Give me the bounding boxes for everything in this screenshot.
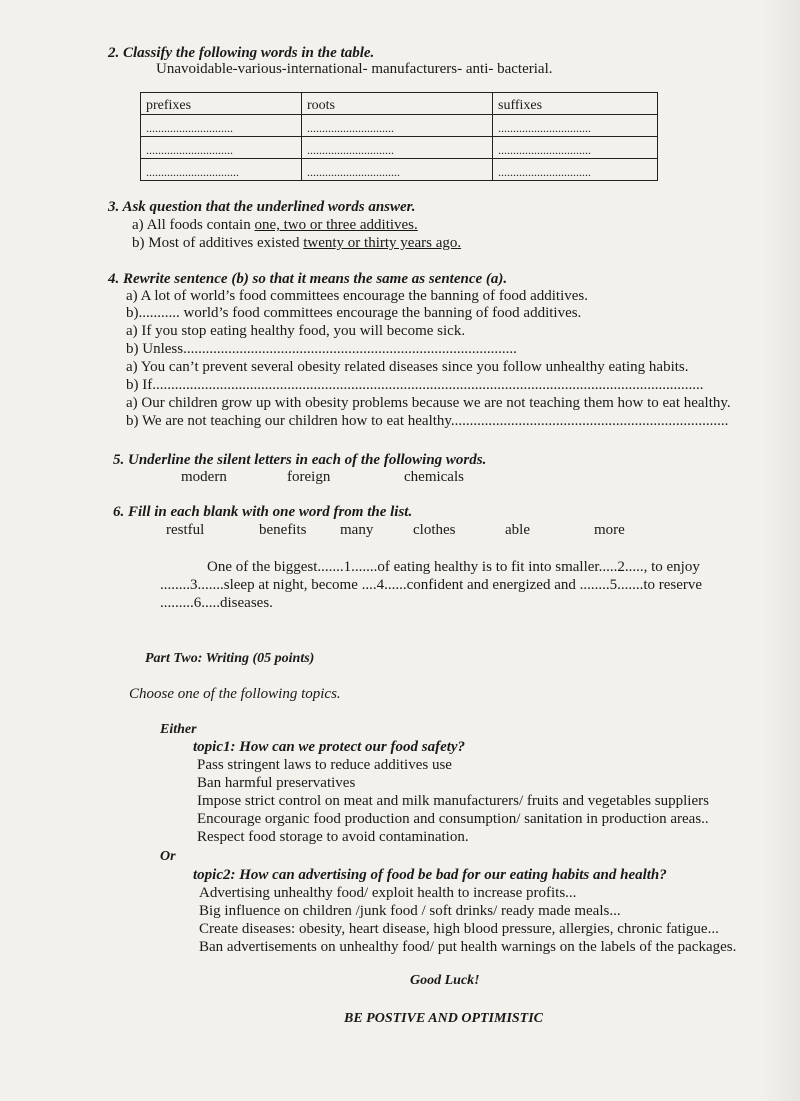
topic2-point: Big influence on children /junk food / soft drinks/ ready made meals... [199,903,621,919]
topic2-title: topic2: How can advertising of food be bad for our eating habits and health? [193,867,667,883]
q3-b-underlined: twenty or thirty years ago. [303,235,462,251]
topic1-point: Pass stringent laws to reduce additives use [197,757,452,773]
q4-line: b) If................................................................................................................................................... [126,377,704,393]
q5-word: foreign [287,469,331,485]
classification-table [140,92,658,181]
header-suffixes: suffixes [493,93,658,115]
q2-word-list: Unavoidable-various-international- manufacturers- anti- bacterial. [156,61,553,77]
q3-a-text: a) All foods contain [132,217,255,233]
q3-heading: 3. Ask question that the underlined words answer. [108,199,416,215]
page-shadow [760,0,800,1101]
q6-word: benefits [259,522,307,538]
q5-heading: 5. Underline the silent letters in each of the following words. [113,452,487,468]
table-cell: ............................... [141,159,302,181]
good-luck: Good Luck! [410,973,480,988]
q3-sentence-a [132,216,418,234]
table-cell: ............................. [302,137,493,159]
table-cell: ............................. [302,115,493,137]
or-label: Or [160,849,176,864]
table-cell: ............................... [493,115,658,137]
header-roots: roots [302,93,493,115]
topic2-point: Create diseases: obesity, heart disease, high blood pressure, allergies, chronic fatigue... [199,921,719,937]
q6-word: more [594,522,625,538]
header-prefixes: prefixes [141,93,302,115]
table-row [141,137,658,159]
table-cell: ............................... [493,159,658,181]
topic2-point: Advertising unhealthy food/ exploit health to increase profits... [199,885,577,901]
table-cell: ............................... [302,159,493,181]
q4-line: a) If you stop eating healthy food, you will become sick. [126,323,466,339]
q4-line: b) Unless......................................................................................... [126,341,517,357]
topic1-title: topic1: How can we protect our food safety? [193,739,466,755]
table-cell: ............................. [141,115,302,137]
topic1-point: Ban harmful preservatives [197,775,356,791]
q2-heading: 2. Classify the following words in the table. [108,45,375,61]
q3-b-text: b) Most of additives existed [132,235,304,251]
part-two-instruction: Choose one of the following topics. [129,686,341,702]
topic2-point: Ban advertisements on unhealthy food/ put health warnings on the labels of the packages. [199,939,737,955]
topic1-point: Respect food storage to avoid contamination. [197,829,469,845]
q6-word: many [340,522,374,538]
q3-a-underlined: one, two or three additives. [254,217,418,233]
topic1-point: Encourage organic food production and consumption/ sanitation in production areas.. [197,811,709,827]
q5-word: chemicals [404,469,464,485]
q6-paragraph-line: One of the biggest.......1.......of eating healthy is to fit into smaller.....2....., to enjoy [207,559,700,575]
q6-heading: 6. Fill in each blank with one word from the list. [113,504,413,520]
q4-line: b)........... world’s food committees encourage the banning of food additives. [126,305,582,321]
q5-word: modern [181,469,227,485]
q4-line: a) A lot of world’s food committees encourage the banning of food additives. [126,288,588,304]
q4-heading: 4. Rewrite sentence (b) so that it means the same as sentence (a). [108,271,508,287]
q6-word: able [505,522,530,538]
either-label: Either [160,722,197,737]
q4-line: a) You can’t prevent several obesity related diseases since you follow unhealthy eating habits. [126,359,689,375]
q6-word: clothes [413,522,456,538]
table-cell: ............................... [493,137,658,159]
q6-word: restful [166,522,205,538]
table-row [141,159,658,181]
q6-paragraph-line: ........3.......sleep at night, become ....4......confident and energized and ........5.......to reserve [160,577,703,593]
topic1-point: Impose strict control on meat and milk manufacturers/ fruits and vegetables suppliers [197,793,709,809]
table-row [141,115,658,137]
q4-line: a) Our children grow up with obesity problems because we are not teaching them how to eat healthy. [126,395,731,411]
table-header-row [141,93,658,115]
part-two-heading: Part Two: Writing (05 points) [145,651,315,666]
closing-motto: BE POSTIVE AND OPTIMISTIC [344,1011,544,1026]
q6-paragraph-line: .........6.....diseases. [160,595,273,611]
q3-sentence-b [132,234,461,252]
table-cell: ............................. [141,137,302,159]
q4-line: b) We are not teaching our children how to eat healthy.......................................................................... [126,413,729,429]
